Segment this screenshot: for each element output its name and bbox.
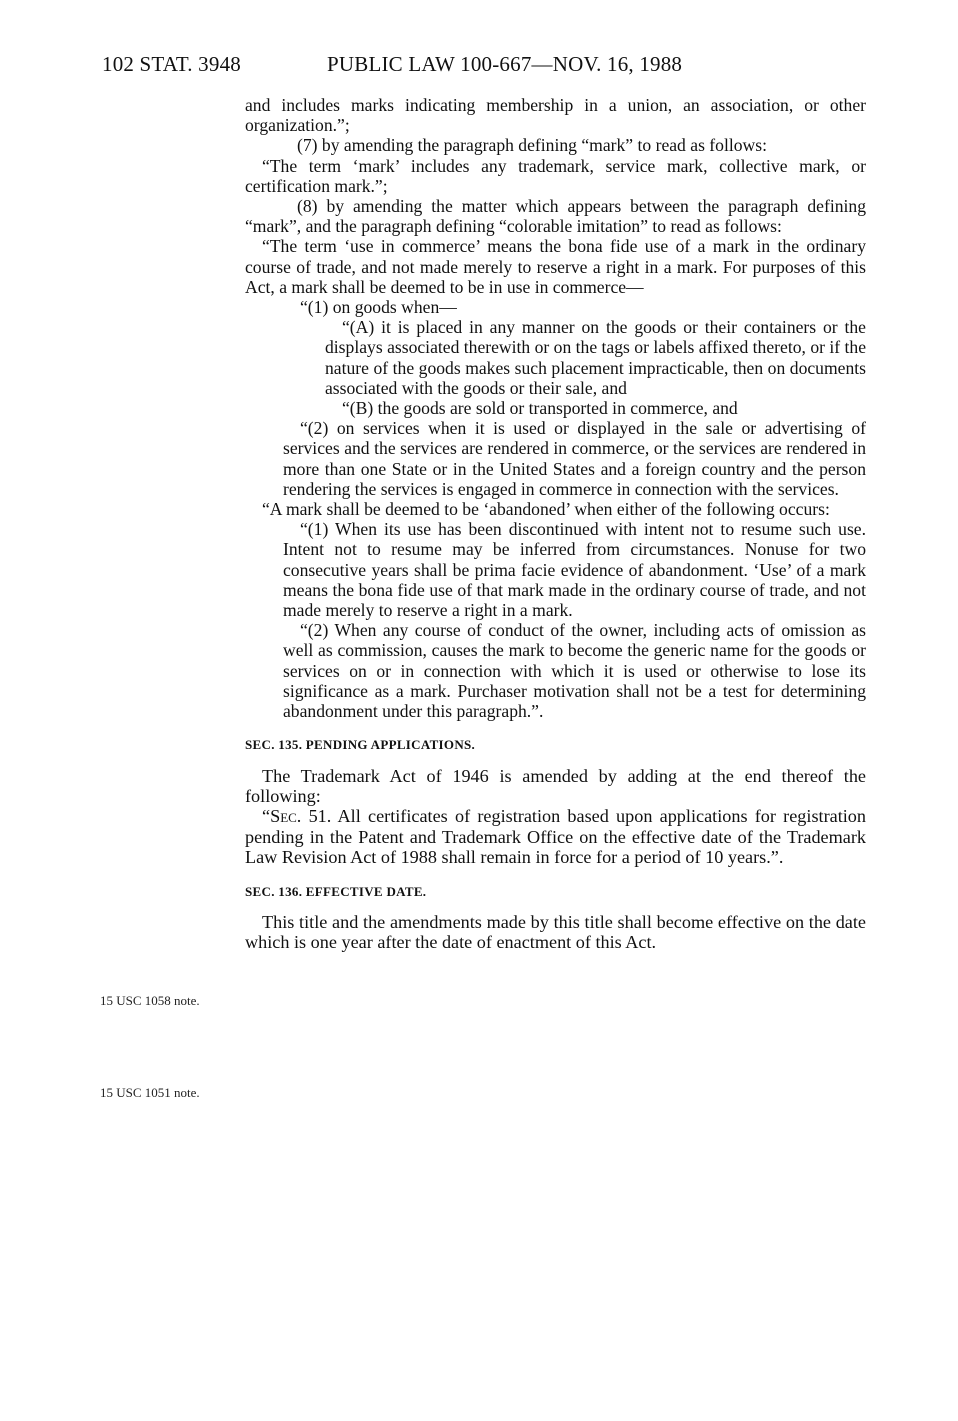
- section-heading-135: SEC. 135. PENDING APPLICATIONS.: [245, 737, 476, 753]
- quoted-paragraph: “The term ‘use in commerce’ means the bona fide use of a mark in the ordinary course of trade, and not made merely to reserve a right in a mark. For purposes of this Act, a mark shall be deemed to be in use in commerce—: [245, 236, 866, 297]
- sec-word: “Sec.: [262, 806, 302, 827]
- page-title: PUBLIC LAW 100-667—NOV. 16, 1988: [327, 52, 683, 76]
- margin-note-sec-135: 15 USC 1058 note.: [100, 993, 200, 1008]
- clause: “(1) on goods when—: [300, 297, 457, 318]
- statute-reference: 102 STAT. 3948: [102, 52, 241, 76]
- section-135-body: 51. All certificates of registration based upon applications for registration pending in the Patent and Trademark Office on the effective date of the Trademark Law Revision Act of 1988 shall remain in force for a period of 10 years.”.: [245, 806, 866, 868]
- clause: “(1) When its use has been discontinued with intent not to resume such use. Intent not to resume may be inferred from circumstances. Nonuse for two consecutive years shall be prima facie evidence of abandonment. ‘Use’ of a mark means the bona fide use of that mark made in the ordinary course of trade, and not made merely to reserve a right in a mark.: [283, 519, 866, 621]
- subclause: “(B) the goods are sold or transported in commerce, and: [342, 398, 738, 419]
- clause: “(2) When any course of conduct of the owner, including acts of omission as well as commission, causes the mark to become the generic name for the goods or services on or in connection with which it is used or otherwise to lose its significance as a mark. Purchaser motivation shall not be a test for determining abandonment under this paragraph.”.: [283, 620, 866, 722]
- section-136-text: This title and the amendments made by this title shall become effective on the date which is one year after the date of enactment of this Act.: [245, 911, 866, 953]
- section-135-intro: The Trademark Act of 1946 is amended by adding at the end thereof the following:: [245, 765, 866, 806]
- paragraph: (8) by amending the matter which appears between the paragraph defining “mark”, and the paragraph defining “colorable imitation” to read as follows:: [245, 196, 866, 237]
- quoted-paragraph: “The term ‘mark’ includes any trademark, service mark, collective mark, or certification mark.”;: [245, 155, 866, 196]
- section-135-text: [245, 806, 866, 867]
- clause: “(2) on services when it is used or displayed in the sale or advertising of services and the services are rendered in commerce, or the services are rendered in more than one State or in the United States and a foreign country and the person rendering the services is engaged in commerce in connection with the services.: [283, 418, 866, 499]
- section-heading-136: SEC. 136. EFFECTIVE DATE.: [245, 883, 427, 899]
- body-text: [245, 95, 866, 953]
- margin-note-sec-136: 15 USC 1051 note.: [100, 1085, 200, 1100]
- quoted-paragraph: “A mark shall be deemed to be ‘abandoned’ when either of the following occurs:: [262, 499, 830, 520]
- paragraph: (7) by amending the paragraph defining “mark” to read as follows:: [297, 135, 767, 156]
- page-header: [102, 52, 683, 77]
- subclause: “(A) it is placed in any manner on the goods or their containers or the displays associated therewith or on the tags or labels affixed thereto, or if the nature of the goods makes such placement impracticable, then on documents associated with the goods or their sale, and: [325, 317, 867, 398]
- paragraph: and includes marks indicating membership in a union, an association, or other organization.”;: [245, 95, 866, 136]
